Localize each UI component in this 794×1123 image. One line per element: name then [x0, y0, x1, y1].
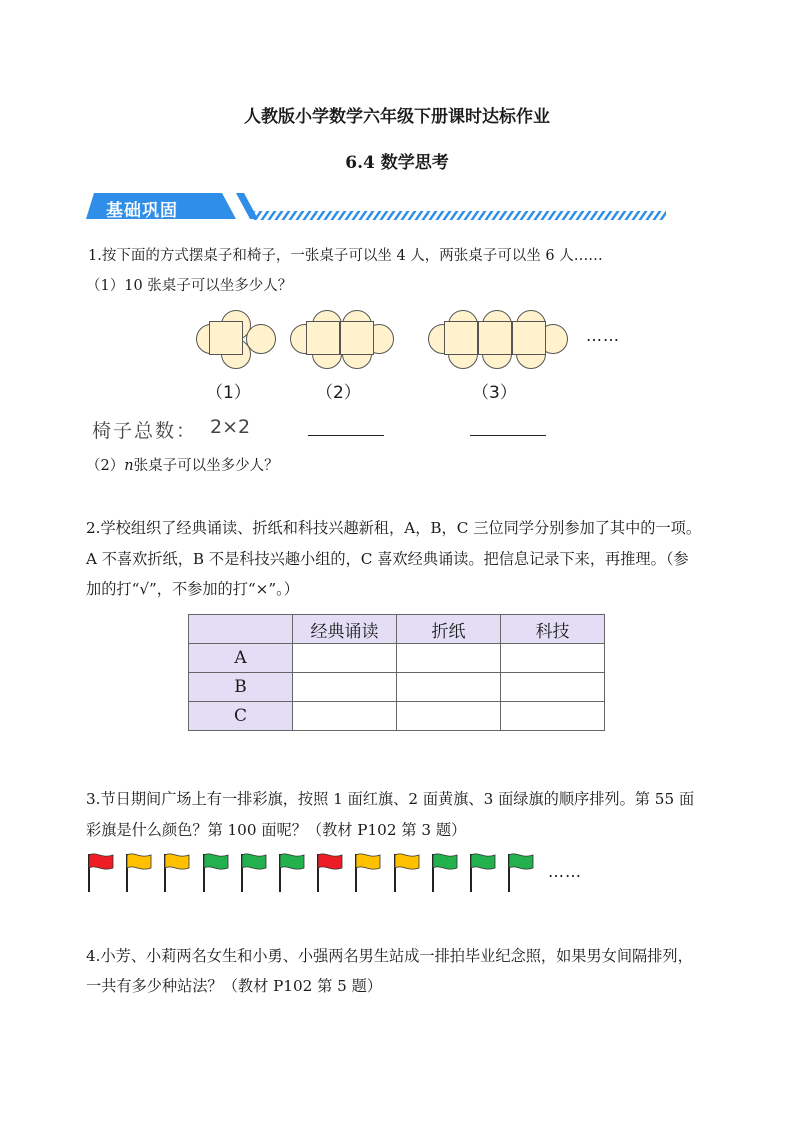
q2-line-1: 2.学校组织了经典诵读、折纸和科技兴趣新租，A，B，C 三位同学分别参加了其中的一项。 [86, 519, 702, 537]
green-flag-icon [430, 852, 460, 894]
header-cell-origami: 折纸 [397, 615, 501, 644]
q4-line-1: 4.小芳、小莉两名女生和小勇、小强两名男生站成一排拍毕业纪念照，如果男女间隔排列， [86, 947, 693, 965]
q1-part2-suffix: 张桌子可以坐多少人？ [133, 458, 279, 474]
yellow-flag-icon [353, 852, 383, 894]
answer-cell[interactable] [293, 644, 397, 673]
flag-row [86, 852, 546, 894]
answer-cell[interactable] [501, 673, 605, 702]
figure-label-3: （3） [472, 383, 517, 403]
table-row [189, 702, 605, 731]
row-label-c: C [189, 702, 293, 731]
answer-cell[interactable] [501, 644, 605, 673]
desk [512, 321, 546, 355]
answer-cell[interactable] [501, 702, 605, 731]
green-flag-icon [277, 852, 307, 894]
header-cell-empty [189, 615, 293, 644]
red-flag-icon [86, 852, 116, 894]
table-figure-2 [290, 310, 394, 366]
q3-line-1: 3.节日期间广场上有一排彩旗，按照 1 面红旗、2 面黄旗、3 面绿旗的顺序排列。第 55 面 [86, 790, 695, 808]
answer-cell[interactable] [293, 702, 397, 731]
q4-line-2: 一共有多少种站法？（教材 P102 第 5 题） [86, 977, 382, 995]
desk [209, 321, 243, 355]
red-flag-icon [315, 852, 345, 894]
row-label-a: A [189, 644, 293, 673]
banner-label: 基础巩固 [106, 201, 178, 221]
answer-cell[interactable] [397, 644, 501, 673]
yellow-flag-icon [392, 852, 422, 894]
flag-ellipsis: …… [548, 862, 582, 881]
chair [246, 324, 276, 354]
q1-part2-prefix: （2） [86, 458, 125, 474]
q2-line-3: 加的打“√”，不参加的打“×”。） [86, 580, 299, 598]
q2-line-2: A 不喜欢折纸，B 不是科技兴趣小组的，C 喜欢经典诵读。把信息记录下来，再推理。（参 [86, 550, 689, 568]
q3-line-2: 彩旗是什么颜色？第 100 面呢？（教材 P102 第 3 题） [86, 821, 467, 839]
answer-blank-2[interactable] [308, 435, 384, 436]
table-header-row [189, 615, 605, 644]
page-title: 人教版小学数学六年级下册课时达标作业 [244, 107, 550, 127]
q1-part2 [86, 456, 279, 476]
yellow-flag-icon [162, 852, 192, 894]
table-row [189, 673, 605, 702]
table-figure-1 [196, 310, 276, 366]
page-subtitle: 6.4 数学思考 [345, 153, 449, 173]
desk [340, 321, 374, 355]
answer-cell[interactable] [293, 673, 397, 702]
green-flag-icon [468, 852, 498, 894]
table-figure-3 [428, 310, 568, 366]
record-table [188, 614, 605, 731]
chair-total-value: 2×2 [210, 416, 251, 438]
header-cell-reading: 经典诵读 [293, 615, 397, 644]
figure-label-1: （1） [206, 383, 251, 403]
q1-part1: （1）10 张桌子可以坐多少人？ [86, 278, 293, 294]
answer-cell[interactable] [397, 702, 501, 731]
desk [478, 321, 512, 355]
desk [306, 321, 340, 355]
desk [444, 321, 478, 355]
answer-blank-3[interactable] [470, 435, 546, 436]
header-cell-tech: 科技 [501, 615, 605, 644]
yellow-flag-icon [124, 852, 154, 894]
chair-total-label: 椅子总数： [92, 420, 198, 442]
figure-label-2: （2） [316, 383, 361, 403]
row-label-b: B [189, 673, 293, 702]
answer-cell[interactable] [397, 673, 501, 702]
figure-ellipsis: …… [586, 326, 620, 345]
q1-stem: 1.按下面的方式摆桌子和椅子，一张桌子可以坐 4 人，两张桌子可以坐 6 人…… [88, 248, 603, 264]
green-flag-icon [239, 852, 269, 894]
q1-part2-variable: n [124, 458, 134, 474]
section-banner [86, 189, 670, 225]
table-row [189, 644, 605, 673]
green-flag-icon [506, 852, 536, 894]
green-flag-icon [201, 852, 231, 894]
